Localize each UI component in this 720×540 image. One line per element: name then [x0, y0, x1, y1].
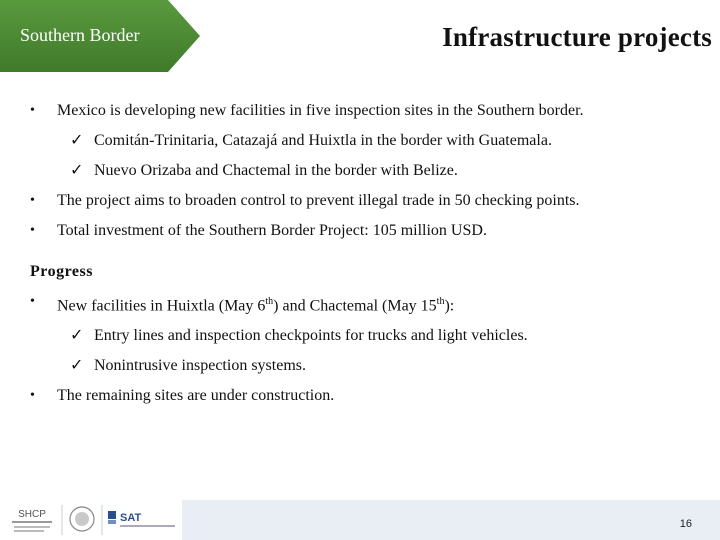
- bullet-icon: •: [30, 294, 35, 309]
- bullet-item: [30, 100, 682, 121]
- check-item: [70, 325, 682, 346]
- bullet-text: The project aims to broaden control to prevent illegal trade in 50 checking points.: [57, 192, 580, 209]
- page-number: 16: [679, 518, 692, 530]
- bullet-text: [57, 291, 682, 316]
- bullet-icon: •: [30, 103, 35, 118]
- check-text: Nuevo Orizaba and Chactemal in the border with Belize.: [94, 162, 458, 179]
- seal-icon: [70, 507, 94, 531]
- superscript: th: [265, 296, 274, 307]
- shcp-logo-text: SHCP: [18, 509, 46, 520]
- check-text: Comitán-Trinitaria, Catazajá and Huixtla in the border with Guatemala.: [94, 132, 552, 149]
- check-text: Nonintrusive inspection systems.: [94, 357, 306, 375]
- shcp-logo: [12, 509, 52, 532]
- footer-logos: [0, 498, 180, 540]
- bullet-item: [30, 291, 682, 316]
- section-tab: [0, 0, 200, 72]
- text-fragment: New facilities in Huixtla (May 6: [57, 297, 266, 315]
- sat-logo-text: SAT: [120, 512, 142, 524]
- text-fragment: ):: [444, 297, 455, 315]
- bullet-text: The remaining sites are under construction.: [57, 387, 335, 405]
- section-label: Southern Border: [20, 25, 140, 45]
- superscript: th: [436, 296, 445, 307]
- checkmark-icon: ✓: [70, 357, 84, 375]
- check-item: [70, 160, 682, 181]
- bullet-text: Mexico is developing new facilities in five inspection sites in the Southern border.: [57, 102, 584, 119]
- page-title: Infrastructure projects: [442, 22, 712, 52]
- checkmark-icon: ✓: [70, 132, 84, 149]
- bullet-item: [30, 220, 682, 241]
- progress-heading: Progress: [30, 263, 93, 280]
- footer-logos-graphic: [0, 499, 180, 539]
- bullet-icon: •: [30, 388, 35, 404]
- text-fragment: ) and Chactemal (May 15: [273, 297, 437, 315]
- bullet-item: [30, 385, 682, 406]
- footer-bar: [182, 500, 720, 540]
- bullet-text: Total investment of the Southern Border Project: 105 million USD.: [57, 222, 487, 239]
- checkmark-icon: ✓: [70, 162, 84, 179]
- bullet-item: [30, 190, 682, 211]
- slide-content: [30, 100, 682, 415]
- sat-logo: [108, 511, 175, 527]
- check-item: [70, 355, 682, 376]
- bullet-icon: •: [30, 193, 35, 208]
- checkmark-icon: ✓: [70, 327, 84, 345]
- check-text: Entry lines and inspection checkpoints for trucks and light vehicles.: [94, 327, 528, 345]
- bullet-icon: •: [30, 223, 35, 238]
- check-item: [70, 130, 682, 151]
